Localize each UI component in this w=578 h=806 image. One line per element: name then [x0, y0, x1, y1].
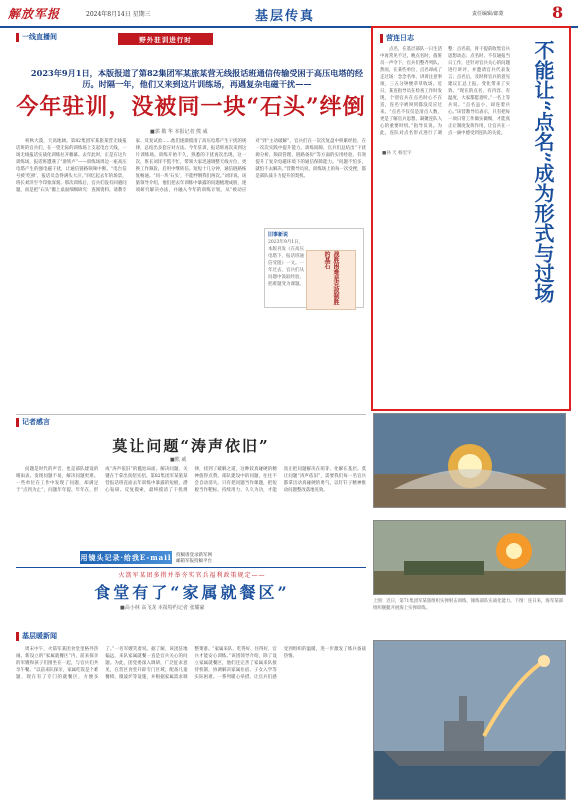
canteen-headline: 食堂有了“家属就餐区” — [94, 583, 290, 602]
section-label-essay — [16, 416, 76, 428]
lead-tagline: 2023年9月1日，本版报道了第82集团军某旅某营无线报话班通信传输受困于高压电塔的经历。时隔一年，他们又来到这片训练场，再遇复杂电磁干扰—— — [30, 68, 364, 89]
section-marker — [16, 33, 19, 42]
camp-body: 点名，在基层部队一日生活中再常见不过。晚点名时，值班员一声令下，官兵们整齐列队。然而，在某些单位，点名却成了走过场：念念名单、讲讲注意事项，三五分钟便草草收场。近日，某连指导员在检查工作时发现，个别官兵在点名时心不在焉，连名字被叫到都没反应过来。“点名不仅仅是清点人数，更是了解官兵思想、凝聚连队人心的重要时机。”指导员说。为此，连队对点名形式进行了调整：点名前，骨干提前收集官兵思想动态；点名时，不仅通报当日工作，还针对官兵关心的问题进行讲评，并邀请官兵代表发言；点名后，及时将官兵的意见建议汇总上报。变化带来了实效。“现在的点名，有内容、有温度，大家都愿意听。”一名上等兵说。“点名虽小，却连着兵心。”该营教导员表示，只有把每一项日常工作做实做细，才能真正让制度发挥作用，让官兵在一点一滴中感受到连队的关爱。 — [380, 47, 510, 136]
essay-body: 问题是时代的声音，也是部队建设的晴雨表。发现问题不易，解决问题更难。一些单位在工作中发现了问题，却满足于“点到为止”，问题年年提、年年在，形成“涛声依旧”的尴尬局面。解决问题，关键在于拿出真招实招。第82集团军某旅某营报话班直面去年训练中暴露的短板，潜心钻研、反复摸索，最终摸清了干扰规律，找到了破解之道，这种较真碰硬的精神值得点赞。部队建设中的问题，往往不会自动消失。只有把问题当作课题，把短板当作靶标，持续用力、久久为功，才能真正把问题解决在萌芽、化解在基层。莫让问题“涛声依旧”，需要我们每一名官兵都拿出动真碰硬的勇气，以钉钉子精神推动问题整改落地见效。 — [16, 467, 366, 493]
section-marker — [380, 34, 383, 43]
section-label-warm — [16, 630, 80, 642]
sidebar-box-text: 2023年9月1日，本版刊发《在高压电塔下，报话班通信受阻》一文。一年过去，官兵们从问题中汲取经验，把难题变为课题。 — [268, 240, 304, 287]
warship-image — [374, 641, 566, 800]
warship-photo — [373, 640, 566, 800]
section-label-live — [16, 31, 116, 43]
section-label-text: 营连日志 — [386, 33, 414, 42]
missile-launch-image — [374, 414, 566, 508]
section-label-company-log — [380, 32, 450, 44]
section-marker — [16, 418, 19, 427]
canteen-subheading: 火箭军某团多措并举夯实官兵福利政策规定—— — [118, 572, 266, 579]
section-label-text: 记者感言 — [22, 417, 50, 426]
section-label-text: 基层暖新闻 — [22, 631, 57, 640]
artillery-image — [374, 521, 566, 595]
issue-date: 2024年8月14日 星期三 — [86, 11, 151, 18]
camp-vertical-headline: 不能让“点名”成为形式与过场 — [531, 40, 555, 304]
lead-headline: 今年驻训，没被同一块“石头”绊倒 — [16, 94, 366, 120]
sidebar-box-title: 旧事新说 — [268, 232, 289, 238]
training-photo-top — [373, 413, 566, 508]
submission-banner[interactable]: 用镜头记录·给我E-mail — [80, 551, 172, 564]
section-marker — [16, 632, 19, 641]
photo-caption: 上图：近日，第71集团军某旅组织实弹射击训练，锤炼部队实战化能力。下图：连日来，海军某部组织舰艇开展海上实弹训练。 — [373, 599, 563, 611]
lead-body: 初秋大漠，天高地阔。第82集团军某旅某营无线报话班的官兵们，在一望无际的训练场上支起电台天线，一场无线报话实战化训练拉开帷幕。去年此时，正是在这片训练场，报话班遭遇了“滑铁卢”——训练场周边一座高压电塔产生的强电磁干扰，让通信链路频频中断。“电台信号被‘吃掉’，报话员急得满头大汗。”回忆起去年的场景，班长刘洋至今印象深刻。那次训练后，官兵们没有回避问题，而是把“石头”搬上桌面细细研究：查阅资料、请教专家、反复试验……他们逐渐摸清了高压电塔产生干扰的规律，总结出多套应对方法。今年驻训，报话班再次来到这片训练场。训练开始不久，熟悉的干扰再次出现。这一次，班长刘洋不慌不忙，带领大家迅速调整天线方位、更换工作频段、启用中继转信。短短十几分钟，通信链路恢复畅通。“同一块‘石头’，不能绊倒我们两次。”刘洋说。该旅领导介绍，他们把去年训练中暴露的问题梳理成册，逐项研究解决办法，并融入今年的训练计划。从“被动应对”到“主动破解”，官兵们在一次次复盘中积累经验，在一次次实践中提升能力。训练间隙，官兵们总结出“干扰源分析、频段管理、链路备份”等方面的实用经验，有效提升了复杂电磁环境下的通信保障能力。“问题不怕多，就怕不去解决。”营教导员说，训练场上的每一次受挫，都是部队战斗力提升的契机。 — [16, 139, 366, 193]
canteen-byline: ■高小林 高飞龙 本报特约记者 张耀豪 — [120, 605, 205, 611]
newspaper-logo: 解放军报 — [8, 7, 61, 21]
section-label-text: 一线直播间 — [22, 32, 57, 41]
lead-byline: ■郭 敬 华 本报记者 熊 威 — [150, 129, 208, 135]
training-photo-bottom — [373, 520, 566, 595]
calligraphy-banner: 战胜困难是克敌制胜的基石 — [306, 250, 356, 310]
divider — [16, 567, 366, 568]
page-title: 基层传真 — [255, 9, 316, 24]
essay-byline: ■熊 威 — [170, 457, 187, 463]
divider — [16, 414, 366, 415]
essay-headline: 莫让问题“涛声依旧” — [112, 437, 270, 455]
topic-tab: 野外驻训进行时 — [118, 33, 213, 45]
page-editor: 责任编辑/郎蒙 — [472, 11, 504, 17]
camp-byline: ■孙 天 杨宏宇 — [382, 151, 412, 156]
submission-text: 投稿请登录新军网 邮箱军报投稿平台 — [176, 553, 212, 564]
page-number: 8 — [552, 3, 564, 22]
canteen-body: 周末中午，火箭军某团食堂里格外热闹。新设立的“家属就餐区”内，前来探亲的军嫂和孩子们围坐在一起，与官兵们共享午餐。“以前来队探亲，家属吃饭是个难题，现在有了专门的就餐区，方便多了。”一名军嫂笑着说。据了解，该团驻地偏远，来队家属就餐一直是官兵关心的问题。为此，团党委深入调研，广泛征求意见，在营区食堂开辟专门区域，配备儿童餐椅、微波炉等设施，并根据家属需求调整菜谱。“家属来队，吃得好、住得好，官兵才能安心训练。”该团领导介绍，除了设立家属就餐区，他们还完善了家属来队接待机制，协调解决家属住宿、子女入学等实际困难。一系列暖心举措，让官兵们感受到组织的温暖，进一步激发了练兵备战热情。 — [16, 647, 366, 680]
